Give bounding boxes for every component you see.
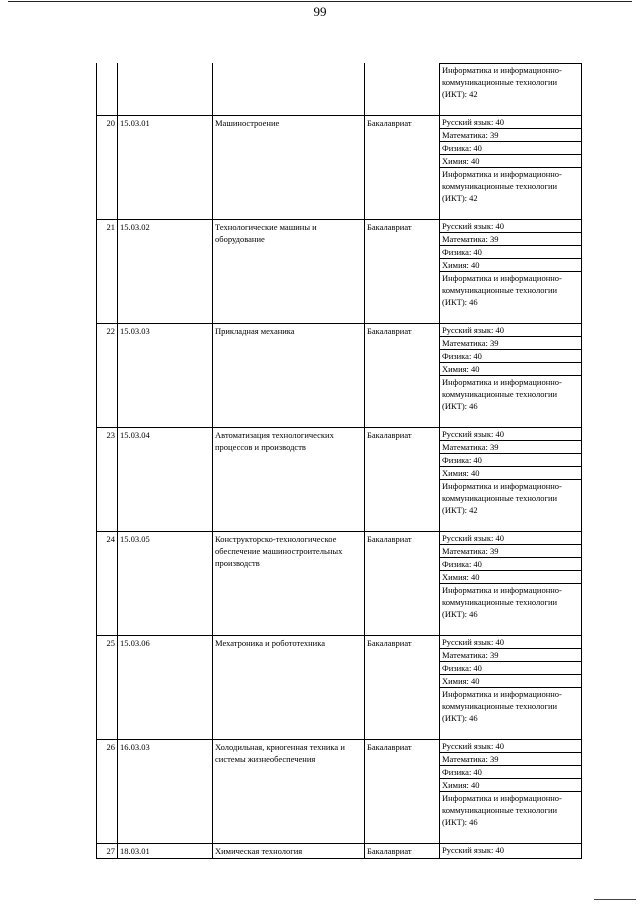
table-row <box>96 843 582 859</box>
exam-list <box>440 532 581 622</box>
education-level: Бакалавриат <box>367 222 412 232</box>
exam-score: Математика: 39 <box>440 233 581 246</box>
exam-score: Информатика и информационно-коммуникационные технологии (ИКТ): 42 <box>440 63 581 102</box>
row-number: 25 <box>106 638 115 648</box>
table-row-continued <box>96 63 582 115</box>
exam-score: Информатика и информационно-коммуникационные технологии (ИКТ): 46 <box>442 273 562 307</box>
exam-list <box>440 63 581 102</box>
program-code: 18.03.01 <box>120 846 150 856</box>
exam-score: Русский язык: 40 <box>440 324 581 337</box>
program-code: 15.03.04 <box>120 430 150 440</box>
education-level: Бакалавриат <box>367 326 412 336</box>
exam-score: Математика: 39 <box>440 545 581 558</box>
education-level: Бакалавриат <box>367 118 412 128</box>
exam-score: Информатика и информационно-коммуникационные технологии (ИКТ): 46 <box>442 689 562 723</box>
exam-score: Физика: 40 <box>440 350 581 363</box>
bottom-rule <box>594 899 636 900</box>
row-number: 20 <box>106 118 115 128</box>
exam-score: Химия: 40 <box>440 675 581 688</box>
program-name: Прикладная механика <box>215 326 295 336</box>
exam-list <box>440 428 581 518</box>
row-number: 26 <box>106 742 115 752</box>
program-code: 15.03.03 <box>120 326 150 336</box>
program-name: Автоматизация технологических процессов и производств <box>215 430 334 452</box>
education-level: Бакалавриат <box>367 846 412 856</box>
row-number: 27 <box>106 846 115 856</box>
program-code: 15.03.06 <box>120 638 150 648</box>
education-level: Бакалавриат <box>367 742 412 752</box>
table-row <box>96 635 582 739</box>
program-code: 16.03.03 <box>120 742 150 752</box>
exam-score: Математика: 39 <box>440 753 581 766</box>
admission-table <box>96 63 582 859</box>
exam-list <box>440 740 581 830</box>
education-level: Бакалавриат <box>367 638 412 648</box>
row-number: 24 <box>106 534 115 544</box>
row-number: 22 <box>106 326 115 336</box>
exam-list <box>440 324 581 414</box>
exam-score: Физика: 40 <box>440 142 581 155</box>
exam-score: Химия: 40 <box>440 467 581 480</box>
exam-score: Химия: 40 <box>440 259 581 272</box>
exam-score: Математика: 39 <box>440 441 581 454</box>
table-row <box>96 531 582 635</box>
table-row <box>96 219 582 323</box>
program-code: 15.03.01 <box>120 118 150 128</box>
page-number: 99 <box>313 4 327 19</box>
table-row <box>96 739 582 843</box>
program-name: Машиностроение <box>215 118 280 128</box>
exam-score: Химия: 40 <box>440 363 581 376</box>
table-row <box>96 323 582 427</box>
exam-score: Химия: 40 <box>440 155 581 168</box>
exam-list <box>440 220 581 310</box>
exam-score: Физика: 40 <box>440 662 581 675</box>
exam-score: Математика: 39 <box>440 649 581 662</box>
exam-score: Русский язык: 40 <box>440 532 581 545</box>
row-number: 23 <box>106 430 115 440</box>
exam-score: Математика: 39 <box>440 337 581 350</box>
exam-score: Информатика и информационно-коммуникационные технологии (ИКТ): 46 <box>442 793 562 827</box>
program-name: Холодильная, криогенная техника и системы жизнеобеспечения <box>215 742 345 764</box>
education-level: Бакалавриат <box>367 430 412 440</box>
exam-score: Химия: 40 <box>440 571 581 584</box>
exam-score: Информатика и информационно-коммуникационные технологии (ИКТ): 42 <box>442 481 562 515</box>
exam-score: Физика: 40 <box>440 558 581 571</box>
program-name: Технологические машины и оборудование <box>215 222 317 244</box>
program-name: Мехатроника и робототехника <box>215 638 325 648</box>
exam-score: Русский язык: 40 <box>442 845 504 855</box>
exam-score: Химия: 40 <box>440 779 581 792</box>
row-number: 21 <box>106 222 115 232</box>
exam-score: Русский язык: 40 <box>440 220 581 233</box>
exam-list <box>440 116 581 206</box>
exam-list <box>440 636 581 726</box>
program-name: Конструкторско-технологическое обеспечение машиностроительных производств <box>215 534 343 568</box>
exam-score: Математика: 39 <box>440 129 581 142</box>
exam-score: Физика: 40 <box>440 246 581 259</box>
exam-score: Информатика и информационно-коммуникационные технологии (ИКТ): 46 <box>442 377 562 411</box>
table-row <box>96 427 582 531</box>
exam-score: Информатика и информационно-коммуникационные технологии (ИКТ): 46 <box>442 585 562 619</box>
exam-score: Русский язык: 40 <box>440 636 581 649</box>
exam-score: Русский язык: 40 <box>440 428 581 441</box>
education-level: Бакалавриат <box>367 534 412 544</box>
exam-score: Физика: 40 <box>440 766 581 779</box>
top-rule <box>8 1 632 2</box>
exam-score: Русский язык: 40 <box>440 116 581 129</box>
program-code: 15.03.02 <box>120 222 150 232</box>
table-row <box>96 115 582 219</box>
exam-score: Физика: 40 <box>440 454 581 467</box>
exam-score: Русский язык: 40 <box>440 740 581 753</box>
exam-list <box>440 844 581 856</box>
program-code: 15.03.05 <box>120 534 150 544</box>
program-name: Химическая технология <box>215 846 303 856</box>
exam-score: Информатика и информационно-коммуникационные технологии (ИКТ): 42 <box>442 169 562 203</box>
